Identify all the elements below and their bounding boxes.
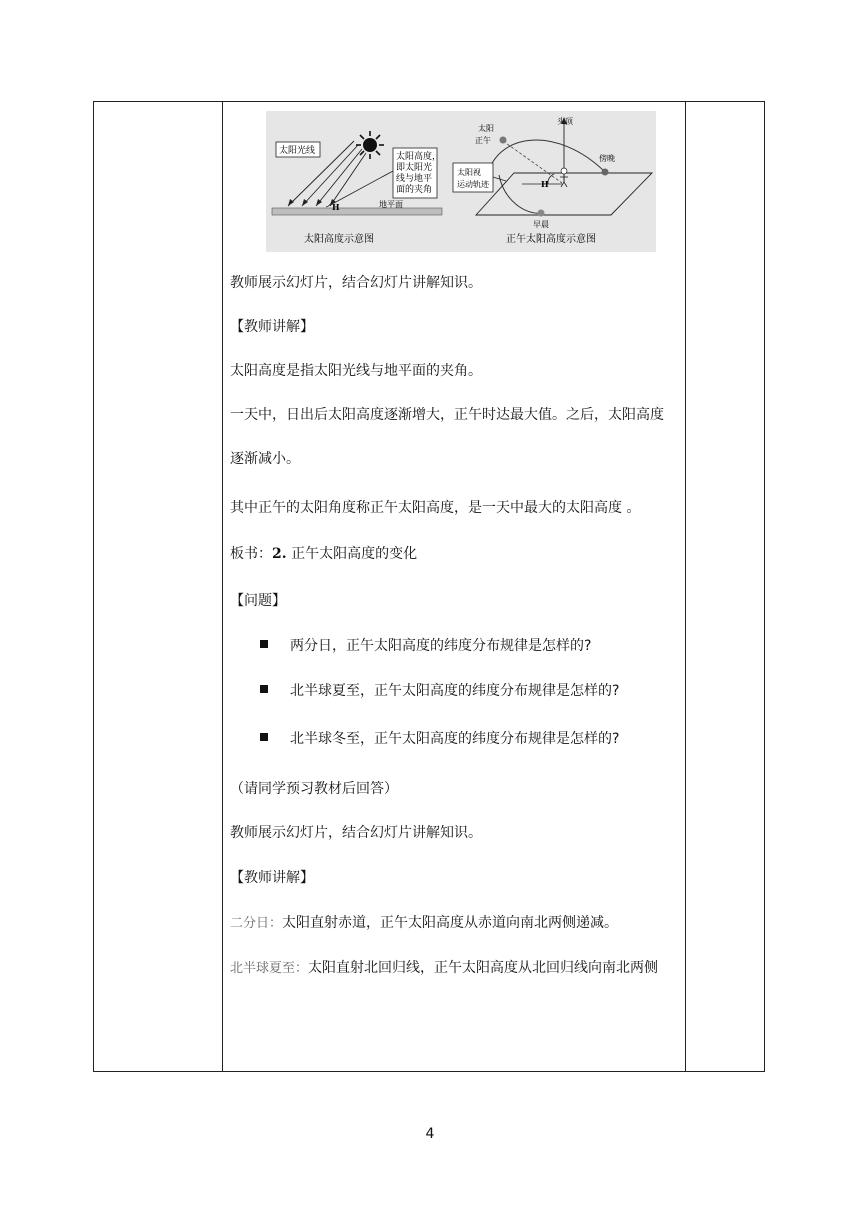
question-item-equinox (260, 637, 591, 655)
table-column-divider-left (222, 102, 223, 1071)
track-label-line-1: 太阳视 (457, 168, 481, 177)
sunlight-label: 太阳光线 (279, 146, 316, 156)
text-line-teacher-explains-2: 【教师讲解】 (230, 870, 314, 886)
morning-label: 早晨 (533, 220, 549, 229)
sun-label: 太阳 (478, 124, 494, 133)
dusk-label: 傍晚 (599, 154, 615, 163)
left-caption: 太阳高度示意图 (304, 234, 374, 245)
text-line-solar-altitude-definition: 太阳高度是指太阳光线与地平面的夹角。 (230, 363, 482, 379)
sun-icon (356, 131, 384, 159)
altitude-definition-line-3: 线与地平 (396, 174, 433, 184)
noon-label: 正午 (475, 136, 491, 145)
table-content-cell (230, 102, 680, 1071)
question-text: 两分日，正午太阳高度的纬度分布规律是怎样的? (290, 638, 592, 654)
right-h-label: H (541, 179, 549, 189)
text-line-teacher-explains: 【教师讲解】 (230, 319, 314, 335)
right-caption: 正午太阳高度示意图 (506, 234, 596, 245)
text-line-questions-heading: 【问题】 (230, 593, 286, 609)
zenith-label: 头顶 (557, 117, 573, 126)
track-label-line-2: 运动轨迹 (457, 180, 489, 189)
page-number: 4 (425, 1126, 435, 1142)
altitude-definition-line-2: 即太阳光 (396, 163, 433, 173)
table-column-divider-right (685, 102, 686, 1071)
text-line-daily-change: 一天中，日出后太阳高度逐渐增大，正午时达最大值。之后，太阳高度 (230, 407, 664, 423)
board-writing-number: 2. (272, 546, 287, 562)
board-writing-prefix: 板书： (230, 546, 272, 562)
ground-label: 地平面 (379, 200, 403, 209)
altitude-definition-line-1: 太阳高度， (396, 152, 442, 162)
equinox-lead: 二分日： (230, 916, 283, 931)
square-bullet-icon (260, 733, 268, 741)
question-text: 北半球夏至，正午太阳高度的纬度分布规律是怎样的? (290, 683, 620, 699)
text-line-equinox (230, 914, 618, 933)
board-writing-title: 正午太阳高度的变化 (286, 546, 418, 562)
text-line-summer-solstice (230, 959, 658, 978)
text-line-board-writing (230, 545, 417, 563)
question-text: 北半球冬至，正午太阳高度的纬度分布规律是怎样的? (290, 731, 620, 747)
text-line-daily-change-cont: 逐渐减小。 (230, 451, 300, 467)
left-h-label: H (332, 202, 340, 212)
text-line-preview-note: （请同学预习教材后回答） (230, 781, 398, 797)
lesson-table (93, 101, 765, 1072)
solar-altitude-figure (266, 111, 656, 252)
text-line-teacher-shows-slides-2: 教师展示幻灯片，结合幻灯片讲解知识。 (230, 825, 482, 841)
square-bullet-icon (260, 685, 268, 693)
summer-solstice-lead: 北半球夏至： (230, 961, 309, 976)
solar-altitude-diagram (272, 131, 442, 245)
noon-altitude-diagram (453, 116, 652, 245)
summer-solstice-text: 太阳直射北回归线，正午太阳高度从北回归线向南北两侧 (308, 960, 659, 976)
altitude-definition-line-4: 面的夹角 (396, 185, 433, 195)
text-line-teacher-shows-slides: 教师展示幻灯片，结合幻灯片讲解知识。 (230, 275, 482, 291)
question-item-winter-solstice (260, 730, 619, 748)
square-bullet-icon (260, 640, 268, 648)
question-item-summer-solstice (260, 682, 619, 700)
equinox-text: 太阳直射赤道，正午太阳高度从赤道向南北两侧递减。 (282, 915, 619, 931)
text-line-noon-altitude: 其中正午的太阳角度称正午太阳高度，是一天中最大的太阳高度 。 (230, 500, 641, 516)
